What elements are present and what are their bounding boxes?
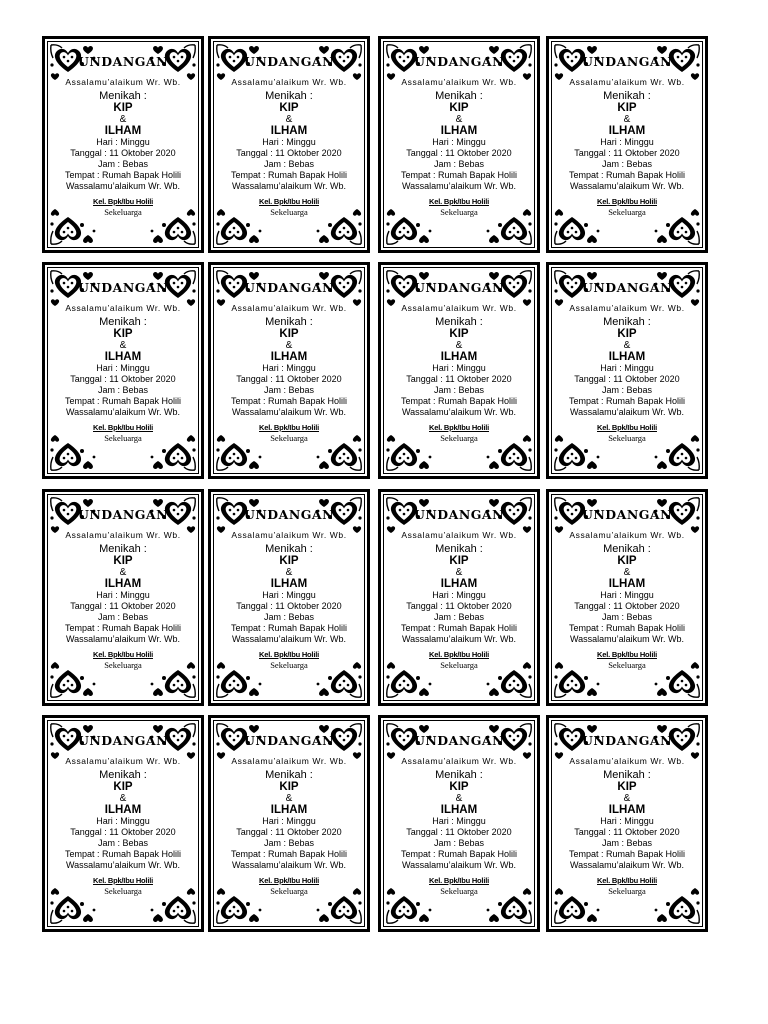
invitation-card <box>546 715 708 932</box>
bride-name: ILHAM <box>440 351 478 363</box>
announce-label: Menikah : <box>265 769 313 781</box>
time-line: Jam : Bebas <box>601 159 653 169</box>
invitation-card <box>378 262 540 479</box>
day-line: Hari : Minggu <box>432 137 486 147</box>
card-text <box>549 278 705 443</box>
time-line: Jam : Bebas <box>601 612 653 622</box>
day-line: Hari : Minggu <box>262 590 316 600</box>
groom-name: KIP <box>449 328 469 340</box>
place-line: Tempat : Rumah Bapak Holili <box>64 396 182 406</box>
groom-name: KIP <box>279 555 299 567</box>
greeting: Assalamu’alaikum Wr. Wb. <box>231 303 347 313</box>
greeting: Assalamu’alaikum Wr. Wb. <box>401 303 517 313</box>
invitation-card <box>378 489 540 706</box>
invitation-title: UNDANGAN <box>243 507 335 522</box>
place-line: Tempat : Rumah Bapak Holili <box>568 623 686 633</box>
ampersand: & <box>119 567 127 578</box>
family-label: Sekeluarga <box>270 886 308 896</box>
announce-label: Menikah : <box>603 543 651 555</box>
time-line: Jam : Bebas <box>97 385 149 395</box>
place-line: Tempat : Rumah Bapak Holili <box>568 396 686 406</box>
invitation-title: UNDANGAN <box>77 507 169 522</box>
greeting: Assalamu’alaikum Wr. Wb. <box>231 530 347 540</box>
host-signature: Kel. Bpk/Ibu Holili <box>93 876 153 885</box>
card-text <box>211 278 367 443</box>
groom-name: KIP <box>617 555 637 567</box>
bride-name: ILHAM <box>608 578 646 590</box>
invitation-card <box>378 715 540 932</box>
card-text <box>211 52 367 217</box>
card-text <box>381 52 537 217</box>
family-label: Sekeluarga <box>104 433 142 443</box>
day-line: Hari : Minggu <box>432 816 486 826</box>
day-line: Hari : Minggu <box>600 363 654 373</box>
date-line: Tanggal : 11 Oktober 2020 <box>574 148 680 158</box>
bride-name: ILHAM <box>270 351 308 363</box>
announce-label: Menikah : <box>435 543 483 555</box>
card-text <box>549 731 705 896</box>
invitation-card <box>546 262 708 479</box>
day-line: Hari : Minggu <box>96 137 150 147</box>
closing-greeting: Wassalamu’alaikum Wr. Wb. <box>401 181 517 191</box>
closing-greeting: Wassalamu’alaikum Wr. Wb. <box>65 407 181 417</box>
host-signature: Kel. Bpk/Ibu Holili <box>597 197 657 206</box>
place-line: Tempat : Rumah Bapak Holili <box>64 623 182 633</box>
time-line: Jam : Bebas <box>97 612 149 622</box>
announce-label: Menikah : <box>603 769 651 781</box>
invitation-title: UNDANGAN <box>413 507 505 522</box>
announce-label: Menikah : <box>435 316 483 328</box>
time-line: Jam : Bebas <box>601 838 653 848</box>
ampersand: & <box>119 793 127 804</box>
date-line: Tanggal : 11 Oktober 2020 <box>406 601 512 611</box>
announce-label: Menikah : <box>99 316 147 328</box>
date-line: Tanggal : 11 Oktober 2020 <box>574 601 680 611</box>
invitation-title: UNDANGAN <box>581 280 673 295</box>
invitation-card <box>42 715 204 932</box>
ampersand: & <box>455 114 463 125</box>
groom-name: KIP <box>617 328 637 340</box>
host-signature: Kel. Bpk/Ibu Holili <box>259 423 319 432</box>
invitation-title: UNDANGAN <box>243 280 335 295</box>
family-label: Sekeluarga <box>440 660 478 670</box>
date-line: Tanggal : 11 Oktober 2020 <box>574 827 680 837</box>
family-label: Sekeluarga <box>440 207 478 217</box>
ampersand: & <box>285 567 293 578</box>
closing-greeting: Wassalamu’alaikum Wr. Wb. <box>569 181 685 191</box>
host-signature: Kel. Bpk/Ibu Holili <box>429 876 489 885</box>
place-line: Tempat : Rumah Bapak Holili <box>400 170 518 180</box>
card-text <box>45 52 201 217</box>
greeting: Assalamu’alaikum Wr. Wb. <box>65 303 181 313</box>
host-signature: Kel. Bpk/Ibu Holili <box>597 423 657 432</box>
ampersand: & <box>455 793 463 804</box>
invitation-card <box>546 36 708 253</box>
place-line: Tempat : Rumah Bapak Holili <box>230 396 348 406</box>
date-line: Tanggal : 11 Oktober 2020 <box>70 374 176 384</box>
bride-name: ILHAM <box>608 351 646 363</box>
family-label: Sekeluarga <box>270 660 308 670</box>
ampersand: & <box>623 793 631 804</box>
invitation-title: UNDANGAN <box>77 733 169 748</box>
bride-name: ILHAM <box>608 804 646 816</box>
bride-name: ILHAM <box>270 804 308 816</box>
bride-name: ILHAM <box>440 578 478 590</box>
time-line: Jam : Bebas <box>97 838 149 848</box>
ampersand: & <box>623 114 631 125</box>
family-label: Sekeluarga <box>104 207 142 217</box>
bride-name: ILHAM <box>440 804 478 816</box>
invitation-title: UNDANGAN <box>243 733 335 748</box>
family-label: Sekeluarga <box>104 886 142 896</box>
day-line: Hari : Minggu <box>262 137 316 147</box>
time-line: Jam : Bebas <box>263 159 315 169</box>
greeting: Assalamu’alaikum Wr. Wb. <box>401 77 517 87</box>
time-line: Jam : Bebas <box>263 385 315 395</box>
host-signature: Kel. Bpk/Ibu Holili <box>259 876 319 885</box>
place-line: Tempat : Rumah Bapak Holili <box>64 170 182 180</box>
date-line: Tanggal : 11 Oktober 2020 <box>406 827 512 837</box>
host-signature: Kel. Bpk/Ibu Holili <box>429 650 489 659</box>
greeting: Assalamu’alaikum Wr. Wb. <box>569 77 685 87</box>
greeting: Assalamu’alaikum Wr. Wb. <box>231 756 347 766</box>
time-line: Jam : Bebas <box>433 838 485 848</box>
time-line: Jam : Bebas <box>433 159 485 169</box>
groom-name: KIP <box>449 555 469 567</box>
groom-name: KIP <box>449 781 469 793</box>
host-signature: Kel. Bpk/Ibu Holili <box>597 876 657 885</box>
ampersand: & <box>455 340 463 351</box>
bride-name: ILHAM <box>104 351 142 363</box>
family-label: Sekeluarga <box>270 207 308 217</box>
day-line: Hari : Minggu <box>96 363 150 373</box>
host-signature: Kel. Bpk/Ibu Holili <box>429 423 489 432</box>
invitation-title: UNDANGAN <box>413 733 505 748</box>
closing-greeting: Wassalamu’alaikum Wr. Wb. <box>401 860 517 870</box>
ampersand: & <box>623 567 631 578</box>
card-text <box>45 278 201 443</box>
place-line: Tempat : Rumah Bapak Holili <box>230 849 348 859</box>
announce-label: Menikah : <box>435 90 483 102</box>
closing-greeting: Wassalamu’alaikum Wr. Wb. <box>231 181 347 191</box>
bride-name: ILHAM <box>440 125 478 137</box>
place-line: Tempat : Rumah Bapak Holili <box>230 170 348 180</box>
ampersand: & <box>119 340 127 351</box>
greeting: Assalamu’alaikum Wr. Wb. <box>569 756 685 766</box>
family-label: Sekeluarga <box>608 433 646 443</box>
ampersand: & <box>285 793 293 804</box>
bride-name: ILHAM <box>270 125 308 137</box>
invitation-title: UNDANGAN <box>77 280 169 295</box>
invitation-card <box>208 715 370 932</box>
day-line: Hari : Minggu <box>432 590 486 600</box>
place-line: Tempat : Rumah Bapak Holili <box>230 623 348 633</box>
closing-greeting: Wassalamu’alaikum Wr. Wb. <box>401 634 517 644</box>
invitation-card <box>42 489 204 706</box>
date-line: Tanggal : 11 Oktober 2020 <box>406 148 512 158</box>
groom-name: KIP <box>113 555 133 567</box>
groom-name: KIP <box>449 102 469 114</box>
date-line: Tanggal : 11 Oktober 2020 <box>236 601 342 611</box>
closing-greeting: Wassalamu’alaikum Wr. Wb. <box>65 860 181 870</box>
invitation-title: UNDANGAN <box>581 733 673 748</box>
host-signature: Kel. Bpk/Ibu Holili <box>259 197 319 206</box>
time-line: Jam : Bebas <box>433 385 485 395</box>
date-line: Tanggal : 11 Oktober 2020 <box>70 148 176 158</box>
invitation-title: UNDANGAN <box>243 54 335 69</box>
date-line: Tanggal : 11 Oktober 2020 <box>70 601 176 611</box>
day-line: Hari : Minggu <box>600 137 654 147</box>
day-line: Hari : Minggu <box>600 590 654 600</box>
card-text <box>211 505 367 670</box>
place-line: Tempat : Rumah Bapak Holili <box>568 849 686 859</box>
host-signature: Kel. Bpk/Ibu Holili <box>259 650 319 659</box>
family-label: Sekeluarga <box>608 660 646 670</box>
announce-label: Menikah : <box>435 769 483 781</box>
invitation-title: UNDANGAN <box>413 54 505 69</box>
groom-name: KIP <box>617 781 637 793</box>
place-line: Tempat : Rumah Bapak Holili <box>400 623 518 633</box>
date-line: Tanggal : 11 Oktober 2020 <box>236 148 342 158</box>
invitation-card <box>208 262 370 479</box>
ampersand: & <box>455 567 463 578</box>
announce-label: Menikah : <box>99 90 147 102</box>
closing-greeting: Wassalamu’alaikum Wr. Wb. <box>231 860 347 870</box>
invitation-title: UNDANGAN <box>413 280 505 295</box>
family-label: Sekeluarga <box>608 207 646 217</box>
family-label: Sekeluarga <box>440 433 478 443</box>
invitation-card <box>378 36 540 253</box>
announce-label: Menikah : <box>603 316 651 328</box>
date-line: Tanggal : 11 Oktober 2020 <box>236 374 342 384</box>
greeting: Assalamu’alaikum Wr. Wb. <box>65 77 181 87</box>
day-line: Hari : Minggu <box>262 816 316 826</box>
host-signature: Kel. Bpk/Ibu Holili <box>429 197 489 206</box>
time-line: Jam : Bebas <box>433 612 485 622</box>
closing-greeting: Wassalamu’alaikum Wr. Wb. <box>569 860 685 870</box>
closing-greeting: Wassalamu’alaikum Wr. Wb. <box>231 634 347 644</box>
family-label: Sekeluarga <box>608 886 646 896</box>
invitation-card <box>208 489 370 706</box>
day-line: Hari : Minggu <box>432 363 486 373</box>
invitation-title: UNDANGAN <box>581 507 673 522</box>
groom-name: KIP <box>617 102 637 114</box>
card-text <box>549 52 705 217</box>
day-line: Hari : Minggu <box>96 816 150 826</box>
bride-name: ILHAM <box>104 125 142 137</box>
place-line: Tempat : Rumah Bapak Holili <box>568 170 686 180</box>
host-signature: Kel. Bpk/Ibu Holili <box>93 650 153 659</box>
closing-greeting: Wassalamu’alaikum Wr. Wb. <box>231 407 347 417</box>
invitation-card <box>42 36 204 253</box>
family-label: Sekeluarga <box>104 660 142 670</box>
card-text <box>381 278 537 443</box>
time-line: Jam : Bebas <box>97 159 149 169</box>
time-line: Jam : Bebas <box>263 838 315 848</box>
greeting: Assalamu’alaikum Wr. Wb. <box>401 756 517 766</box>
bride-name: ILHAM <box>104 804 142 816</box>
greeting: Assalamu’alaikum Wr. Wb. <box>401 530 517 540</box>
day-line: Hari : Minggu <box>96 590 150 600</box>
invitation-card <box>546 489 708 706</box>
groom-name: KIP <box>113 328 133 340</box>
announce-label: Menikah : <box>99 543 147 555</box>
date-line: Tanggal : 11 Oktober 2020 <box>236 827 342 837</box>
place-line: Tempat : Rumah Bapak Holili <box>400 849 518 859</box>
groom-name: KIP <box>113 102 133 114</box>
groom-name: KIP <box>279 328 299 340</box>
place-line: Tempat : Rumah Bapak Holili <box>400 396 518 406</box>
groom-name: KIP <box>113 781 133 793</box>
greeting: Assalamu’alaikum Wr. Wb. <box>65 530 181 540</box>
host-signature: Kel. Bpk/Ibu Holili <box>93 423 153 432</box>
announce-label: Menikah : <box>265 316 313 328</box>
closing-greeting: Wassalamu’alaikum Wr. Wb. <box>65 634 181 644</box>
host-signature: Kel. Bpk/Ibu Holili <box>597 650 657 659</box>
card-text <box>45 505 201 670</box>
bride-name: ILHAM <box>608 125 646 137</box>
bride-name: ILHAM <box>104 578 142 590</box>
ampersand: & <box>285 114 293 125</box>
card-text <box>211 731 367 896</box>
greeting: Assalamu’alaikum Wr. Wb. <box>65 756 181 766</box>
announce-label: Menikah : <box>265 90 313 102</box>
invitation-card <box>208 36 370 253</box>
invitation-title: UNDANGAN <box>77 54 169 69</box>
date-line: Tanggal : 11 Oktober 2020 <box>406 374 512 384</box>
date-line: Tanggal : 11 Oktober 2020 <box>574 374 680 384</box>
bride-name: ILHAM <box>270 578 308 590</box>
day-line: Hari : Minggu <box>600 816 654 826</box>
groom-name: KIP <box>279 102 299 114</box>
invitation-card <box>42 262 204 479</box>
ampersand: & <box>285 340 293 351</box>
host-signature: Kel. Bpk/Ibu Holili <box>93 197 153 206</box>
ampersand: & <box>623 340 631 351</box>
closing-greeting: Wassalamu’alaikum Wr. Wb. <box>569 634 685 644</box>
greeting: Assalamu’alaikum Wr. Wb. <box>231 77 347 87</box>
time-line: Jam : Bebas <box>601 385 653 395</box>
greeting: Assalamu’alaikum Wr. Wb. <box>569 530 685 540</box>
greeting: Assalamu’alaikum Wr. Wb. <box>569 303 685 313</box>
place-line: Tempat : Rumah Bapak Holili <box>64 849 182 859</box>
card-text <box>549 505 705 670</box>
card-text <box>45 731 201 896</box>
closing-greeting: Wassalamu’alaikum Wr. Wb. <box>569 407 685 417</box>
family-label: Sekeluarga <box>440 886 478 896</box>
closing-greeting: Wassalamu’alaikum Wr. Wb. <box>401 407 517 417</box>
announce-label: Menikah : <box>265 543 313 555</box>
card-text <box>381 731 537 896</box>
day-line: Hari : Minggu <box>262 363 316 373</box>
ampersand: & <box>119 114 127 125</box>
announce-label: Menikah : <box>99 769 147 781</box>
announce-label: Menikah : <box>603 90 651 102</box>
date-line: Tanggal : 11 Oktober 2020 <box>70 827 176 837</box>
family-label: Sekeluarga <box>270 433 308 443</box>
invitation-title: UNDANGAN <box>581 54 673 69</box>
time-line: Jam : Bebas <box>263 612 315 622</box>
closing-greeting: Wassalamu’alaikum Wr. Wb. <box>65 181 181 191</box>
card-text <box>381 505 537 670</box>
groom-name: KIP <box>279 781 299 793</box>
